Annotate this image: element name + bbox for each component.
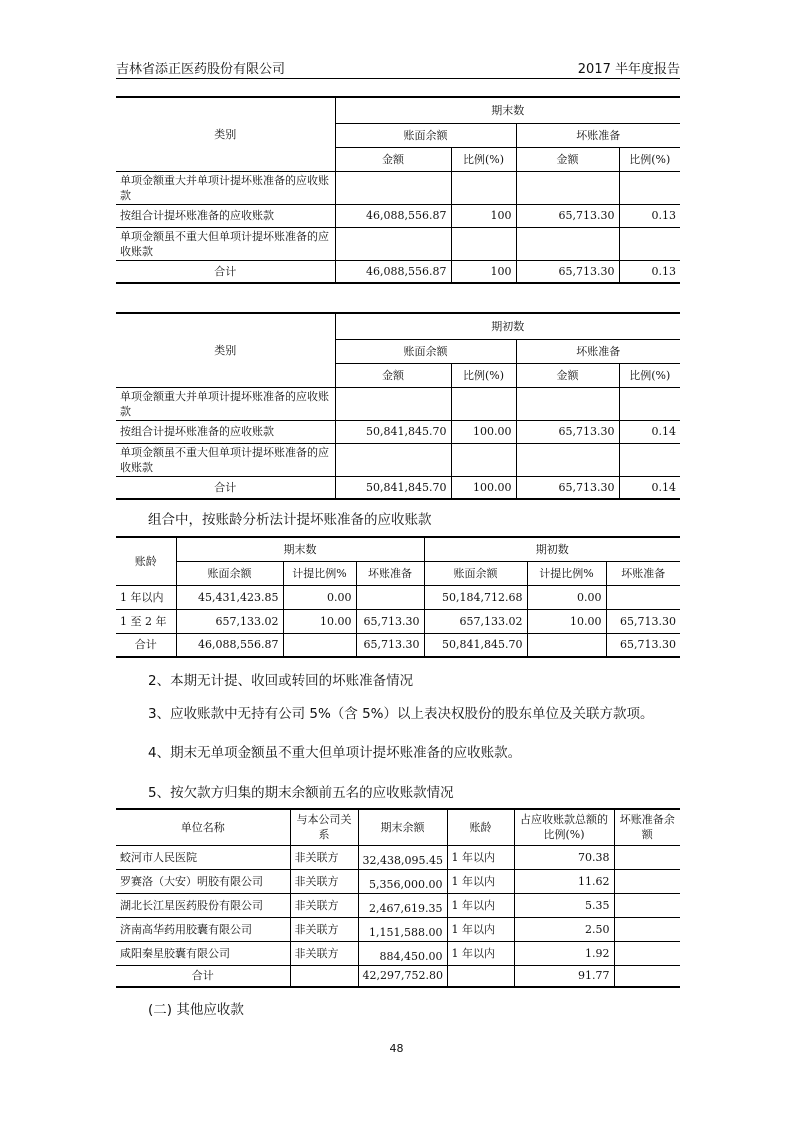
- table-row: [116, 204, 680, 227]
- report-title: 2017 半年度报告: [577, 62, 680, 77]
- row-label: 按组合计提坏账准备的应收账款: [116, 420, 335, 443]
- row-label: 合计: [116, 476, 335, 499]
- col-header: 账龄: [447, 809, 514, 845]
- balance: 884,450.00: [358, 941, 447, 965]
- cell: [516, 443, 619, 476]
- cell: 65,713.30: [516, 260, 619, 283]
- category-header: 类别: [116, 97, 335, 171]
- row-label: 单项金额虽不重大但单项计提坏账准备的应收账款: [116, 443, 335, 476]
- debtor-name: 罗赛洛（大安）明胶有限公司: [116, 869, 290, 893]
- row-label: 单项金额重大并单项计提坏账准备的应收账款: [116, 387, 335, 420]
- bad-debt: [614, 845, 680, 869]
- paragraph-item-4: 4、期末无单项金额虽不重大但单项计提坏账准备的应收账款。: [148, 745, 522, 761]
- relationship: 非关联方: [290, 941, 358, 965]
- table-row: [116, 420, 680, 443]
- relationship: [290, 965, 358, 987]
- cell: 0.00: [283, 585, 356, 609]
- col-header: 单位名称: [116, 809, 290, 845]
- aging: [447, 965, 514, 987]
- debtor-name: 济南高华药用胶囊有限公司: [116, 917, 290, 941]
- bad-debt: [614, 869, 680, 893]
- cell: 100: [451, 204, 516, 227]
- total-row: [116, 633, 680, 657]
- table-row: [116, 941, 680, 965]
- row-label: 单项金额重大并单项计提坏账准备的应收账款: [116, 171, 335, 204]
- col-header: 账面余额: [424, 561, 527, 585]
- percentage: 1.92: [514, 941, 614, 965]
- paragraph-item-2: 2、本期无计提、收回或转回的坏账准备情况: [148, 673, 414, 689]
- aging: 1 年以内: [447, 941, 514, 965]
- book-balance-header: 账面余额: [335, 123, 516, 147]
- page-number: 48: [389, 1042, 404, 1055]
- amount-header: 金额: [516, 363, 619, 387]
- aging: 1 年以内: [447, 869, 514, 893]
- cell: [619, 443, 680, 476]
- balance: 2,467,619.35: [358, 893, 447, 917]
- cell: 46,088,556.87: [335, 204, 451, 227]
- cell: 657,133.02: [176, 609, 283, 633]
- cell: [335, 443, 451, 476]
- ratio-header: 比例(%): [619, 147, 680, 171]
- cell: 50,184,712.68: [424, 585, 527, 609]
- cell: 100.00: [451, 476, 516, 499]
- table-row: [116, 585, 680, 609]
- cell: [527, 633, 606, 657]
- top-five-debtors-table: [116, 808, 680, 988]
- cell: [619, 387, 680, 420]
- balance: 32,438,095.45: [358, 845, 447, 869]
- amount-header: 金额: [516, 147, 619, 171]
- row-label: 按组合计提坏账准备的应收账款: [116, 204, 335, 227]
- total-row: [116, 260, 680, 283]
- cell: 0.13: [619, 260, 680, 283]
- total-row: [116, 965, 680, 987]
- relationship: 非关联方: [290, 845, 358, 869]
- cell: [619, 171, 680, 204]
- ending-balance-category-table: [116, 96, 680, 284]
- col-header: 计提比例%: [527, 561, 606, 585]
- percentage: 5.35: [514, 893, 614, 917]
- cell: 65,713.30: [516, 204, 619, 227]
- cell: 65,713.30: [606, 633, 680, 657]
- cell: 0.14: [619, 420, 680, 443]
- category-header: 类别: [116, 313, 335, 387]
- book-balance-header: 账面余额: [335, 339, 516, 363]
- table-row: [116, 227, 680, 260]
- cell: 10.00: [283, 609, 356, 633]
- cell: [619, 227, 680, 260]
- col-header: 期末余额: [358, 809, 447, 845]
- row-label: 单项金额虽不重大但单项计提坏账准备的应收账款: [116, 227, 335, 260]
- relationship: 非关联方: [290, 917, 358, 941]
- cell: 65,713.30: [356, 633, 424, 657]
- cell: 100.00: [451, 420, 516, 443]
- cell: 65,713.30: [516, 476, 619, 499]
- cell: [451, 387, 516, 420]
- period-header: 期末数: [335, 97, 680, 123]
- cell: 0.13: [619, 204, 680, 227]
- cell: 50,841,845.70: [335, 476, 451, 499]
- aging: 1 年以内: [447, 893, 514, 917]
- percentage: 91.77: [514, 965, 614, 987]
- cell: 50,841,845.70: [335, 420, 451, 443]
- ratio-header: 比例(%): [451, 363, 516, 387]
- row-label: 合计: [116, 633, 176, 657]
- ratio-header: 比例(%): [451, 147, 516, 171]
- page-header: [116, 56, 680, 79]
- total-row: [116, 476, 680, 499]
- bad-debt: [614, 965, 680, 987]
- relationship: 非关联方: [290, 893, 358, 917]
- cell: [451, 227, 516, 260]
- debtor-name: 蛟河市人民医院: [116, 845, 290, 869]
- period-begin-header: 期初数: [424, 537, 680, 561]
- cell: 10.00: [527, 609, 606, 633]
- cell: [335, 227, 451, 260]
- cell: 100: [451, 260, 516, 283]
- aging: 1 年以内: [447, 845, 514, 869]
- row-label: 合计: [116, 965, 290, 987]
- col-header: 计提比例%: [283, 561, 356, 585]
- aging-table: [116, 536, 680, 658]
- cell: [516, 171, 619, 204]
- table-row: [116, 171, 680, 204]
- cell: 0.14: [619, 476, 680, 499]
- col-header: 占应收账款总额的比例(%): [514, 809, 614, 845]
- row-label: 1 至 2 年: [116, 609, 176, 633]
- period-header: 期初数: [335, 313, 680, 339]
- table-row: [116, 609, 680, 633]
- bad-debt: [614, 917, 680, 941]
- cell: 45,431,423.85: [176, 585, 283, 609]
- amount-header: 金额: [335, 147, 451, 171]
- age-header: 账龄: [116, 537, 176, 585]
- bad-debt: [614, 893, 680, 917]
- col-header: 坏账准备余额: [614, 809, 680, 845]
- table-row: [116, 917, 680, 941]
- row-label: 1 年以内: [116, 585, 176, 609]
- table-row: [116, 387, 680, 420]
- section-heading-other-receivables: (二) 其他应收款: [148, 1002, 244, 1018]
- percentage: 2.50: [514, 917, 614, 941]
- col-header: 坏账准备: [356, 561, 424, 585]
- cell: [516, 387, 619, 420]
- percentage: 70.38: [514, 845, 614, 869]
- bad-debt: [614, 941, 680, 965]
- paragraph-aging-heading: 组合中，按账龄分析法计提坏账准备的应收账款: [148, 512, 432, 528]
- table-row: [116, 869, 680, 893]
- cell: 65,713.30: [606, 609, 680, 633]
- amount-header: 金额: [335, 363, 451, 387]
- balance: 42,297,752.80: [358, 965, 447, 987]
- table-row: [116, 443, 680, 476]
- relationship: 非关联方: [290, 869, 358, 893]
- cell: 657,133.02: [424, 609, 527, 633]
- row-label: 合计: [116, 260, 335, 283]
- cell: 65,713.30: [516, 420, 619, 443]
- company-name: 吉林省添正医药股份有限公司: [116, 62, 286, 77]
- debtor-name: 湖北长江星医药股份有限公司: [116, 893, 290, 917]
- ratio-header: 比例(%): [619, 363, 680, 387]
- balance: 5,356,000.00: [358, 869, 447, 893]
- balance: 1,151,588.00: [358, 917, 447, 941]
- cell: [606, 585, 680, 609]
- cell: 50,841,845.70: [424, 633, 527, 657]
- bad-debt-header: 坏账准备: [516, 339, 680, 363]
- paragraph-item-3: 3、应收账款中无持有公司 5%（含 5%）以上表决权股份的股东单位及关联方款项。: [148, 706, 654, 722]
- debtor-name: 咸阳秦星胶囊有限公司: [116, 941, 290, 965]
- cell: 46,088,556.87: [176, 633, 283, 657]
- cell: [283, 633, 356, 657]
- cell: [335, 387, 451, 420]
- col-header: 账面余额: [176, 561, 283, 585]
- table-row: [116, 845, 680, 869]
- cell: [451, 171, 516, 204]
- col-header: 坏账准备: [606, 561, 680, 585]
- cell: 65,713.30: [356, 609, 424, 633]
- cell: [335, 171, 451, 204]
- paragraph-item-5: 5、按欠款方归集的期末余额前五名的应收账款情况: [148, 785, 454, 801]
- beginning-balance-category-table: [116, 312, 680, 500]
- cell: 0.00: [527, 585, 606, 609]
- cell: 46,088,556.87: [335, 260, 451, 283]
- bad-debt-header: 坏账准备: [516, 123, 680, 147]
- col-header: 与本公司关系: [290, 809, 358, 845]
- aging: 1 年以内: [447, 917, 514, 941]
- period-end-header: 期末数: [176, 537, 424, 561]
- cell: [356, 585, 424, 609]
- cell: [451, 443, 516, 476]
- cell: [516, 227, 619, 260]
- table-row: [116, 893, 680, 917]
- percentage: 11.62: [514, 869, 614, 893]
